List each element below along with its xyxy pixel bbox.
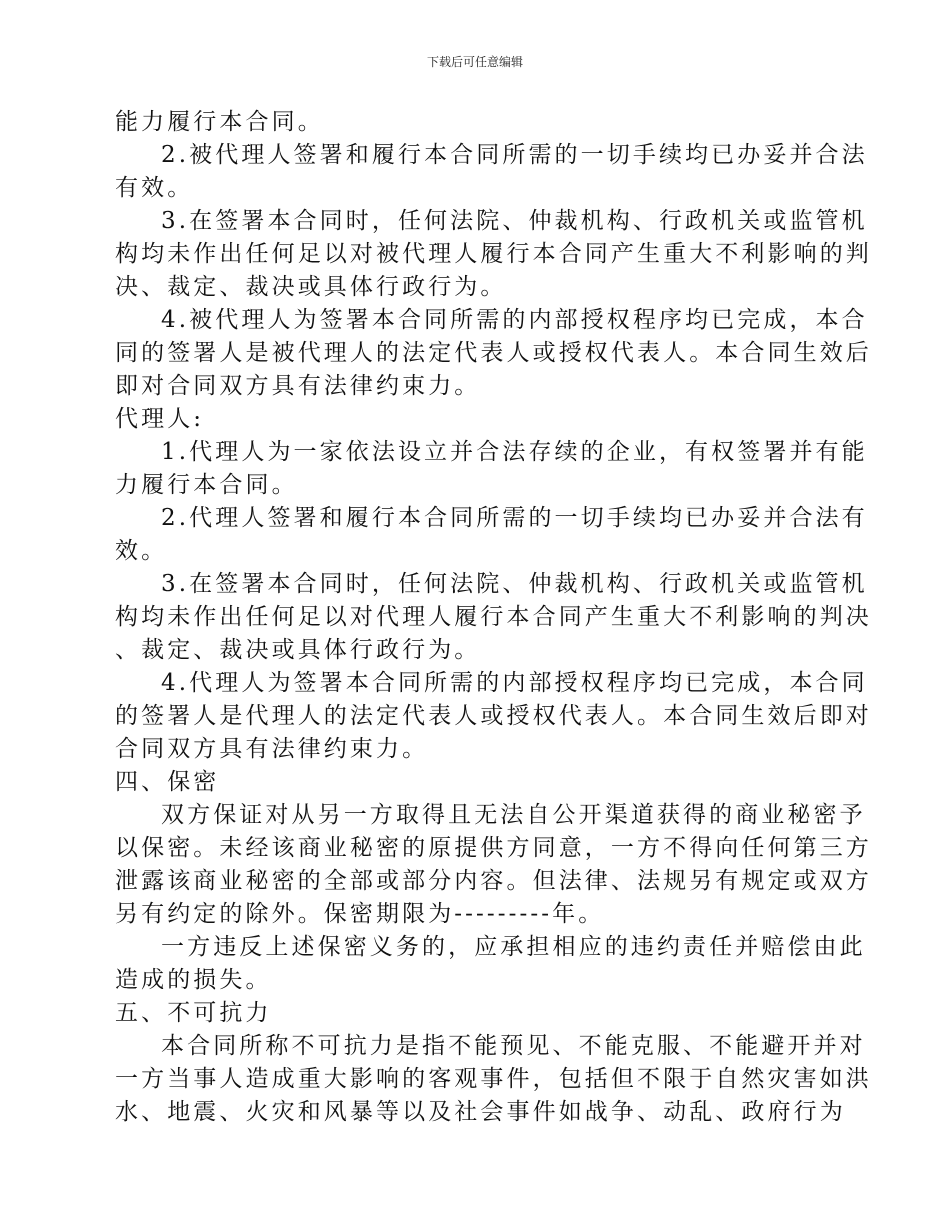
text-line: 泄露该商业秘密的全部或部分内容。但法律、法规另有规定或双方 — [115, 868, 872, 894]
section-heading: 代理人: — [115, 406, 205, 432]
page-header: 下载后可任意编辑 — [426, 55, 523, 69]
text-line: 力履行本合同。 — [115, 472, 298, 498]
document-body — [115, 106, 872, 1129]
text-line: 构均未作出任何足以对代理人履行本合同产生重大不利影响的判决 — [115, 604, 872, 630]
text-line: 合同双方具有法律约束力。 — [115, 736, 429, 762]
section-heading: 四、保密 — [115, 769, 220, 795]
text-line: 造成的损失。 — [115, 967, 272, 993]
text-line: 水、地震、火灾和风暴等以及社会事件如战争、动乱、政府行为 — [115, 1099, 846, 1125]
text-line: 效。 — [115, 538, 168, 564]
text-line: 一方违反上述保密义务的，应承担相应的违约责任并赔偿由此 — [161, 934, 866, 960]
text-line: 一方当事人造成重大影响的客观事件，包括但不限于自然灾害如洪 — [115, 1066, 872, 1092]
section-heading: 五、不可抗力 — [115, 1000, 272, 1026]
text-line: 同的签署人是被代理人的法定代表人或授权代表人。本合同生效后 — [115, 340, 872, 366]
text-line: 2.代理人签署和履行本合同所需的一切手续均已办妥并合法有 — [161, 505, 868, 531]
text-line: 以保密。未经该商业秘密的原提供方同意，一方不得向任何第三方 — [115, 835, 872, 861]
text-line: 决、裁定、裁决或具体行政行为。 — [115, 274, 507, 300]
text-line: 2.被代理人签署和履行本合同所需的一切手续均已办妥并合法 — [161, 142, 868, 168]
text-line: 的签署人是代理人的法定代表人或授权代表人。本合同生效后即对 — [115, 703, 872, 729]
text-line: 本合同所称不可抗力是指不能预见、不能克服、不能避开并对 — [161, 1033, 866, 1059]
text-line: 3.在签署本合同时，任何法院、仲裁机构、行政机关或监管机 — [161, 208, 868, 234]
text-line: 3.在签署本合同时，任何法院、仲裁机构、行政机关或监管机 — [161, 571, 868, 597]
text-line: 4.被代理人为签署本合同所需的内部授权程序均已完成，本合 — [161, 307, 868, 333]
text-line: 4.代理人为签署本合同所需的内部授权程序均已完成，本合同 — [161, 670, 868, 696]
text-line: 即对合同双方具有法律约束力。 — [115, 373, 481, 399]
text-line: 、裁定、裁决或具体行政行为。 — [115, 637, 481, 663]
text-line: 另有约定的除外。保密期限为---------年。 — [115, 901, 605, 927]
text-line: 1.代理人为一家依法设立并合法存续的企业，有权签署并有能 — [161, 439, 868, 465]
text-line: 构均未作出任何足以对被代理人履行本合同产生重大不利影响的判 — [115, 241, 872, 267]
text-line: 有效。 — [115, 175, 194, 201]
text-line: 能力履行本合同。 — [115, 109, 324, 135]
text-line: 双方保证对从另一方取得且无法自公开渠道获得的商业秘密予 — [161, 802, 866, 828]
